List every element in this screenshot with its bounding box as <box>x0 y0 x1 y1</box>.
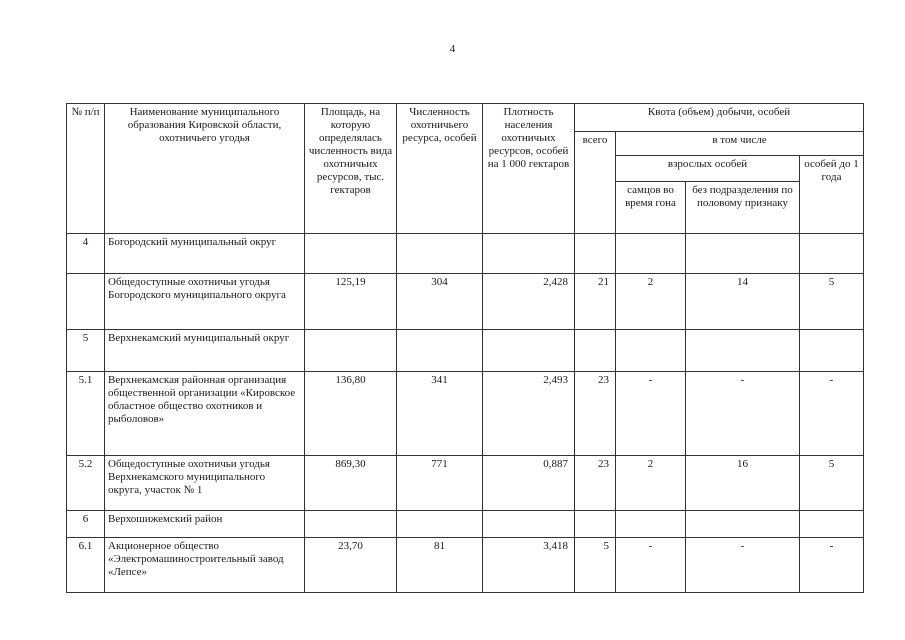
cell-name: Богородский муниципальный округ <box>105 234 305 274</box>
header-density: Плотность населения охотничьих ресурсов, особей на 1 000 гектаров <box>483 104 575 234</box>
cell-population <box>397 234 483 274</box>
cell-nosex: - <box>686 538 800 593</box>
cell-density: 3,418 <box>483 538 575 593</box>
cell-young <box>800 330 864 372</box>
header-total: всего <box>575 132 616 234</box>
cell-name: Общедоступные охотничьи угодья Богородского муниципального округа <box>105 274 305 330</box>
cell-num: 6.1 <box>67 538 105 593</box>
cell-total <box>575 330 616 372</box>
cell-young: - <box>800 372 864 456</box>
cell-area <box>305 511 397 538</box>
cell-young: - <box>800 538 864 593</box>
cell-nosex: 16 <box>686 456 800 511</box>
cell-num: 6 <box>67 511 105 538</box>
header-name: Наименование муниципального образования Кировской области, охотничьего угодья <box>105 104 305 234</box>
header-population: Численность охотничьего ресурса, особей <box>397 104 483 234</box>
cell-males <box>616 330 686 372</box>
cell-nosex <box>686 234 800 274</box>
cell-area: 136,80 <box>305 372 397 456</box>
page-number: 4 <box>449 43 456 55</box>
header-area: Площадь, на которую определялась численность вида охотничьих ресурсов, тыс. гектаров <box>305 104 397 234</box>
cell-name: Верхнекамская районная организация общественной организации «Кировское областное общество охотников и рыболовов» <box>105 372 305 456</box>
cell-males: 2 <box>616 274 686 330</box>
cell-num: 5.1 <box>67 372 105 456</box>
table-row <box>67 372 864 456</box>
cell-nosex: - <box>686 372 800 456</box>
cell-total: 21 <box>575 274 616 330</box>
cell-population: 771 <box>397 456 483 511</box>
cell-area: 869,30 <box>305 456 397 511</box>
table-row <box>67 274 864 330</box>
cell-num: 5 <box>67 330 105 372</box>
cell-density <box>483 330 575 372</box>
cell-males <box>616 511 686 538</box>
quota-table <box>66 103 864 593</box>
header-adults: взрослых особей <box>616 156 800 182</box>
cell-total: 5 <box>575 538 616 593</box>
table-row <box>67 234 864 274</box>
cell-area <box>305 234 397 274</box>
cell-nosex: 14 <box>686 274 800 330</box>
table-row <box>67 456 864 511</box>
cell-young <box>800 234 864 274</box>
cell-total: 23 <box>575 372 616 456</box>
cell-total: 23 <box>575 456 616 511</box>
header-including: в том числе <box>616 132 864 156</box>
cell-density <box>483 511 575 538</box>
header-num: № п/п <box>67 104 105 234</box>
cell-young <box>800 511 864 538</box>
cell-population <box>397 511 483 538</box>
cell-young: 5 <box>800 274 864 330</box>
cell-young: 5 <box>800 456 864 511</box>
cell-males <box>616 234 686 274</box>
cell-males: - <box>616 372 686 456</box>
cell-density <box>483 234 575 274</box>
cell-num: 5.2 <box>67 456 105 511</box>
cell-name: Верхошижемский район <box>105 511 305 538</box>
cell-name: Верхнекамский муниципальный округ <box>105 330 305 372</box>
cell-total <box>575 511 616 538</box>
header-nosex: без подразделения по половому признаку <box>686 182 800 234</box>
cell-num <box>67 274 105 330</box>
cell-density: 2,493 <box>483 372 575 456</box>
cell-density: 0,887 <box>483 456 575 511</box>
cell-density: 2,428 <box>483 274 575 330</box>
table-row <box>67 538 864 593</box>
cell-area: 23,70 <box>305 538 397 593</box>
cell-population: 304 <box>397 274 483 330</box>
cell-area <box>305 330 397 372</box>
header-under1: особей до 1 года <box>800 156 864 234</box>
cell-area: 125,19 <box>305 274 397 330</box>
table-row <box>67 511 864 538</box>
header-males: самцов во время гона <box>616 182 686 234</box>
cell-nosex <box>686 330 800 372</box>
cell-total <box>575 234 616 274</box>
cell-males: - <box>616 538 686 593</box>
cell-population: 341 <box>397 372 483 456</box>
header-quota: Квота (объем) добычи, особей <box>575 104 864 132</box>
cell-name: Акционерное общество «Электромашиностроительный завод «Лепсе» <box>105 538 305 593</box>
cell-num: 4 <box>67 234 105 274</box>
cell-males: 2 <box>616 456 686 511</box>
table-row <box>67 330 864 372</box>
cell-nosex <box>686 511 800 538</box>
cell-population: 81 <box>397 538 483 593</box>
cell-population <box>397 330 483 372</box>
cell-name: Общедоступные охотничьи угодья Верхнекамского муниципального округа, участок № 1 <box>105 456 305 511</box>
